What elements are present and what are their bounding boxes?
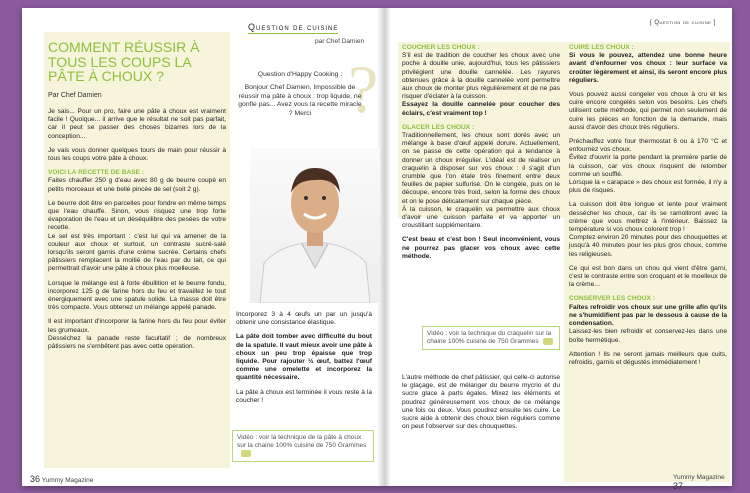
freeze-paragraph: Vous pouvez aussi congeler vos choux à cru et les cuire encore congelés selon vos besoins. Les chefs utilisent cette méthode, qui permet non seulement de cuire les pièces en fonction de la demande, mais aussi d'avoir des choux très réguliers. bbox=[569, 91, 727, 131]
question-label: Question d'Happy Cooking : bbox=[257, 71, 343, 78]
flour-paragraph: Lorsque le mélange est à forte ébullition et le beurre fondu, incorporez 125 g de farine hors du feu et travaillez le tout énergiquement avec une spatule solide. La masse doit être très compacte. Vous obtenez un mélange appelé panade. bbox=[48, 279, 226, 312]
sift-paragraph: Il est important d'incorporer la farine hors du feu pour éviter les grumeaux. bbox=[48, 318, 226, 334]
recipe-heading: VOICI LA RECETTE DE BASE : bbox=[48, 169, 145, 177]
play-icon bbox=[241, 450, 251, 457]
section-byline: par Chef Damien bbox=[315, 38, 365, 45]
right-magazine-name: Yummy Magazine bbox=[673, 474, 725, 481]
preheat-paragraph: Préchauffez votre four thermostat 6 ou à 170 °C et enfournez vos choux. bbox=[569, 138, 727, 154]
right-page-number: 37 bbox=[673, 481, 684, 491]
glace-text-2: À la cuisson, le craquelin va permettre aux choux d'avoir une cuisson parfaite et va apporter un croustillant supplémentaire. bbox=[402, 205, 560, 230]
play-icon bbox=[543, 338, 553, 345]
left-column-text bbox=[48, 108, 226, 357]
chef-photo bbox=[250, 148, 380, 303]
article-title: COMMENT RÉUSSIR À TOUS LES COUPS LA PÂTE À CHOUX ? bbox=[48, 39, 200, 84]
video-link-2-text: Vidéo : voir la technique du craquelin sur la chaine 100% cuisine de 750 Grammes bbox=[427, 330, 552, 346]
salt-paragraph: Le sel est très important : c'est lui qui va amener de la couleur aux choux et surtout, un contraste sucré-salé lorsqu'ils seront garnis d'une crème sucrée. Certains chefs pâtissiers remplacent la moitié de l'eau par du lait, ce qui permettrait d'avoir une pâte à choux plus moelleuse. bbox=[48, 232, 226, 273]
consistency-paragraph: La pâte doit tomber avec difficulté du bout de la spatule. Il vaut mieux avoir une pâte à choux un peu trop épaisse que trop liquide. Pour rajouter ½ œuf, battez l'œuf comme une omelette et incorporez la quantité nécessaire. bbox=[236, 333, 372, 382]
couch-tip: Essayez la douille cannelée pour coucher des éclairs, c'est vraiment top ! bbox=[402, 101, 560, 117]
glace-text: Traditionnellement, les choux sont dorés avec un mélange à base d'œuf appelé dorure. Actuellement, on se passe de cette opération qui a tendance à donner un choux irrégulier. L'idéal est de réaliser un craquelin à disposer sur vos choux : il s'agit d'un crumble que l'on étale très finement entre deux feuilles de papier sulfurisé. On le congèle, puis on le découpe, encore très froid, selon la forme des choux et on le pose délicatement sur chaque pièce. bbox=[402, 132, 560, 205]
video-link-2[interactable] bbox=[422, 326, 560, 350]
right-footer bbox=[673, 474, 732, 491]
recipe-text: Faites chauffer 250 g d'eau avec 80 g de beurre coupé en petits morceaux et une belle pincée de sel (soit 2 g). bbox=[48, 177, 226, 193]
intro-paragraph-1: Je sais... Pour un pro, faire une pâte à choux est vraiment facile ! Quoique... il arrive que le résultat ne soit pas parfait, car il peut se passer des choses bizarres lors de la conception... bbox=[48, 108, 226, 140]
done-paragraph: La pâte à choux est terminée il vous reste à la coucher ! bbox=[236, 388, 372, 404]
right-column-text bbox=[569, 44, 727, 373]
door-paragraph: Évitez d'ouvrir la porte pendant la première partie de la cuisson, car vos choux risquent de retomber comme un soufflé. bbox=[569, 154, 727, 178]
section-heading: Question de cuisine bbox=[248, 22, 339, 32]
butter-paragraph: Le beurre doit être en parcelles pour fondre en même temps que l'eau chauffe. Sinon, vous risquez une trop forte évaporation de l'eau et un déséquilibre des pesées de votre recette. bbox=[48, 199, 226, 232]
question-text: Bonjour Chef Damien, Impossible de réussir ma pâte à choux : trop liquide, ne gonfle pas... Avez vous la recette miracle ? Merci bbox=[238, 84, 362, 117]
eggs-paragraph: Incorporez 3 à 4 œufs un par un jusqu'à obtenir une consistance élastique. bbox=[236, 311, 372, 327]
door-paragraph-2: Lorsque la « carapace » des choux est formée, il n'y a plus de risques. bbox=[569, 179, 727, 195]
running-head: [ Question de cuisine ] bbox=[650, 20, 716, 26]
attention-paragraph: Attention ! Ils ne seront jamais meilleurs que cuits, refroidis, garnis et dégustés immédiatement ! bbox=[569, 350, 727, 366]
conserve-text-2: Laissez-les bien refroidir et conservez-les dans une boîte hermétique. bbox=[569, 328, 727, 344]
glace-tip: C'est beau et c'est bon ! Seul inconvénient, vous ne pourrez pas glacer vos choux avec cette méthode. bbox=[402, 236, 560, 260]
couch-text: S'il est de tradition de coucher les choux avec une poche à douille unie, aujourd'hui, tous les pâtissiers privilégient une douille cannelée. Les rayures obtenues grâce à la douille cannelée vont permettre aux choux de monter plus régulièrement et de ne pas risquer d'éclater à la cuisson. bbox=[402, 52, 560, 101]
left-magazine-name: Yummy Magazine bbox=[41, 477, 94, 484]
bake-paragraph-2: Comptez environ 20 minutes pour des chouquettes et jusqu'à 40 minutes pour les plus gros choux, comme les religieuses. bbox=[569, 234, 727, 258]
cuire-heading: CUIRE LES CHOUX : bbox=[569, 44, 634, 51]
conserve-text: Faites refroidir vos choux sur une grille afin qu'ils ne s'humidifient pas par le dessous à cause de la condensation. bbox=[569, 303, 727, 328]
cuire-text: Si vous le pouvez, attendez une bonne heure avant d'enfourner vos choux : leur surface va croûter légèrement et ainsi, ils seront encore plus réguliers. bbox=[569, 52, 727, 84]
article-author: Par Chef Damien bbox=[48, 92, 102, 99]
bake-paragraph: La cuisson doit être longue et lente pour vraiment dessécher les choux, car ils se ramolliront avec la crème que vous mettrez à l'intérieur. Baissez la température si vos choux colorent trop ! bbox=[569, 201, 727, 234]
reader-question bbox=[236, 71, 364, 118]
center-column-text bbox=[236, 311, 372, 411]
couch-heading: COUCHER LES CHOUX : bbox=[402, 44, 480, 51]
intro-paragraph-2: Je vais vous donner quelques tours de main pour réussir à tous les coups votre pâte à choux. bbox=[48, 146, 226, 163]
magazine-spread bbox=[22, 8, 732, 491]
left-page-number: 36 bbox=[30, 474, 41, 484]
left-footer bbox=[30, 474, 93, 484]
glace-heading: GLACER LES CHOUX : bbox=[402, 123, 475, 131]
middle-column-text bbox=[402, 44, 560, 267]
video-link-1[interactable] bbox=[232, 430, 374, 462]
conserve-heading: CONSERVER LES CHOUX : bbox=[569, 295, 655, 303]
result-paragraph: Ce qui est bon dans un chou qui vient d'être garni, c'est le contraste entre son croquant et le moelleux de la crème... bbox=[569, 264, 727, 289]
other-method-text bbox=[402, 374, 560, 437]
other-method-paragraph: L'autre méthode de chef pâtissier, qui celle-ci autorise le glaçage, est de mélanger du beurre mycrio et du sucre glace à parts égales. Mixez les éléments et poudrez généreusement vos choux de ce mélange une fois ou deux. Vous poudrez ensuite les cuire. Le sucre aide à obtenir des choux bien réguliers comme on peut l'observer sur des chouquettes. bbox=[402, 374, 560, 431]
dry-paragraph: Desséchez la panade reste facultatif ; de nombreux pâtissiers ne s'embêtent pas avec cette opération. bbox=[48, 334, 226, 351]
video-link-1-text: Vidéo : voir la technique de la pâte à choux sur la chaine 100% cuisine de 750 Grammes bbox=[237, 434, 367, 449]
question-mark-decoration: ? bbox=[348, 51, 379, 127]
